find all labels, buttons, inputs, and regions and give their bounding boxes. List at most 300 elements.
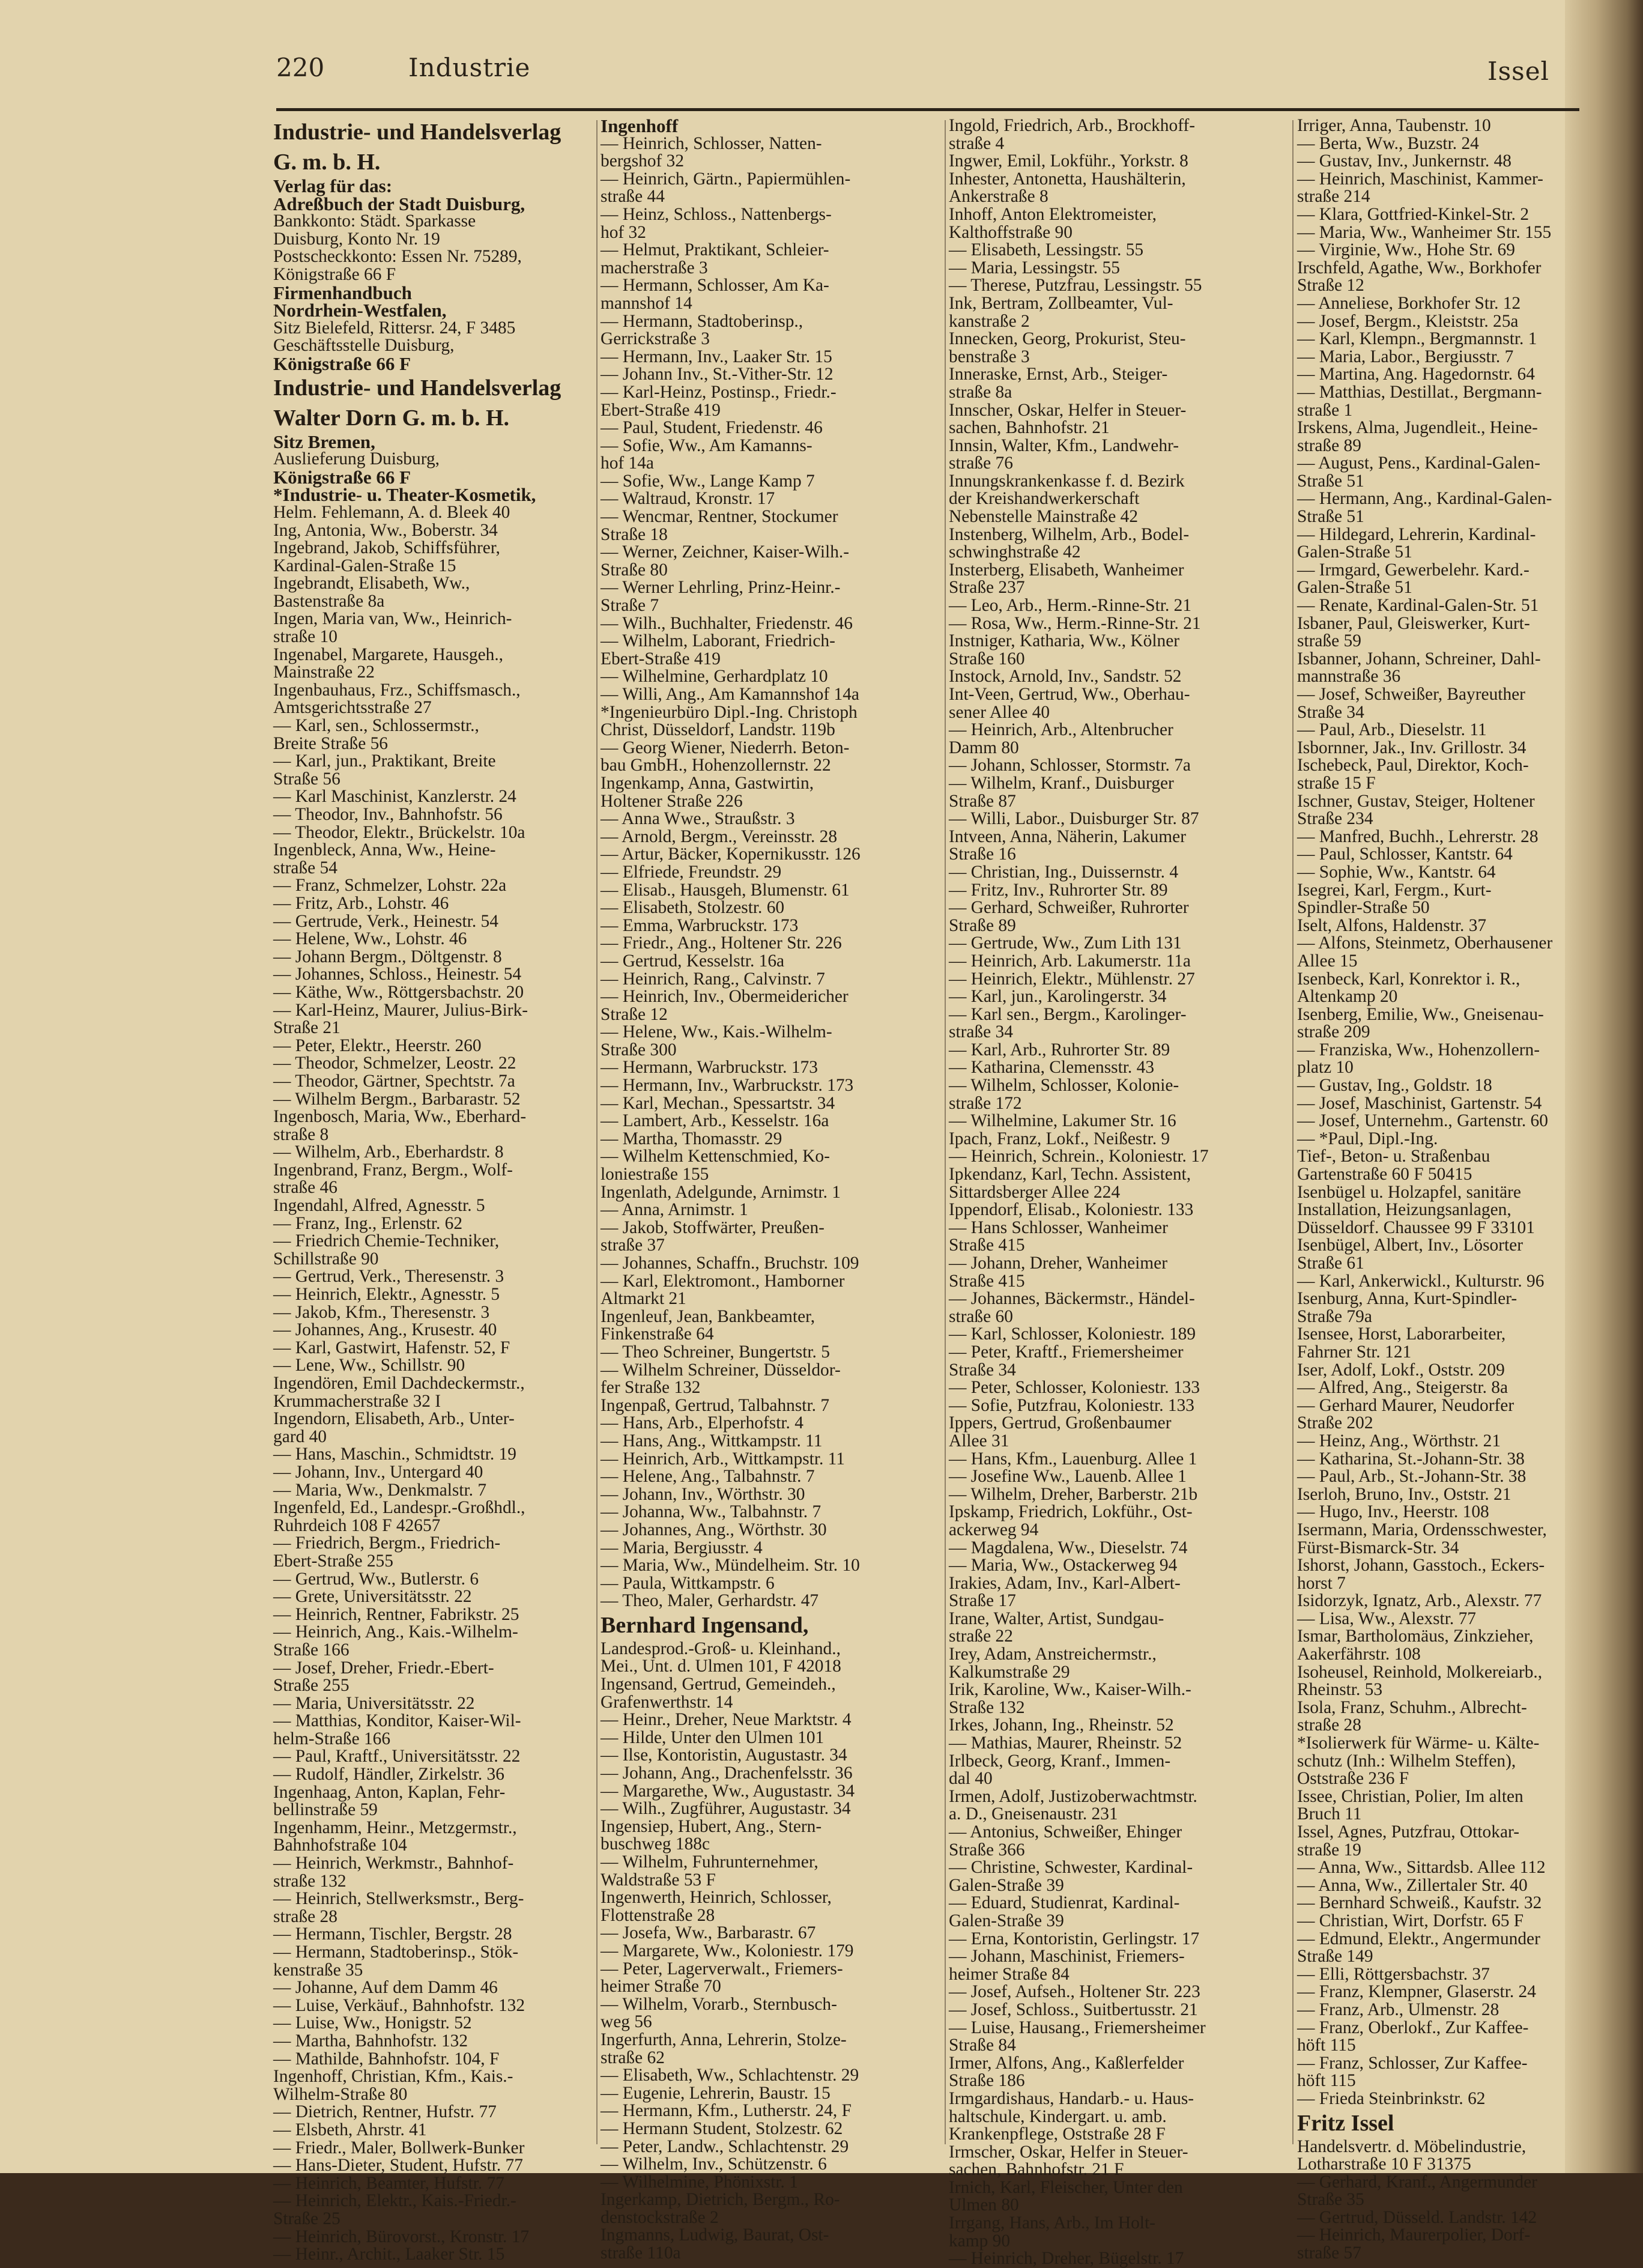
directory-entry: — Peter, Schlosser, Koloniestr. 133 bbox=[949, 1378, 1200, 1398]
directory-entry: straße 62 bbox=[601, 2048, 665, 2067]
directory-entry: — Hermann, Ang., Kardinal-Galen- bbox=[1297, 489, 1552, 509]
directory-entry: Instniger, Katharia, Ww., Kölner bbox=[949, 631, 1180, 651]
directory-entry: — Heinz, Ang., Wörthstr. 21 bbox=[1297, 1431, 1501, 1451]
directory-entry: Helm. Fehlemann, A. d. Bleek 40 bbox=[273, 502, 510, 522]
directory-entry: — Sofie, Putzfrau, Koloniestr. 133 bbox=[949, 1395, 1194, 1415]
directory-entry: — Gerhard, Kranf., Angermunder bbox=[1297, 2172, 1537, 2192]
directory-entry: — Anneliese, Borkhofer Str. 12 bbox=[1297, 293, 1521, 313]
directory-entry: ackerweg 94 bbox=[949, 1520, 1039, 1539]
directory-entry: Ishorst, Johann, Gasstoch., Eckers- bbox=[1297, 1556, 1545, 1575]
directory-entry: Straße 84 bbox=[949, 2036, 1016, 2055]
directory-entry: Ingerkamp, Dietrich, Bergm., Ro- bbox=[601, 2190, 840, 2210]
directory-entry: straße 76 bbox=[949, 453, 1013, 473]
directory-entry: — Paul, Arb., St.-Johann-Str. 38 bbox=[1297, 1467, 1527, 1487]
directory-entry: — Hugo, Inv., Heerstr. 108 bbox=[1297, 1502, 1489, 1522]
directory-entry: — Lambert, Arb., Kesselstr. 16a bbox=[601, 1111, 829, 1131]
directory-entry: — Hermann Student, Stolzestr. 62 bbox=[601, 2118, 843, 2138]
directory-entry: — Gertrude, Ww., Zum Lith 131 bbox=[949, 933, 1182, 953]
directory-entry: Straße 80 bbox=[601, 560, 668, 580]
directory-entry: dal 40 bbox=[949, 1769, 993, 1789]
directory-entry: Inhester, Antonetta, Haushälterin, bbox=[949, 169, 1186, 189]
directory-entry: — Helene, Ang., Talbahnstr. 7 bbox=[601, 1467, 815, 1487]
directory-entry: — Hermann, Tischler, Bergstr. 28 bbox=[273, 1924, 512, 1944]
directory-entry: a. D., Gneisenaustr. 231 bbox=[949, 1804, 1118, 1824]
directory-entry: — Martha, Thomasstr. 29 bbox=[601, 1129, 782, 1148]
directory-entry: — Manfred, Buchh., Lehrerstr. 28 bbox=[1297, 826, 1539, 846]
directory-entry: — Fritz, Inv., Ruhrorter Str. 89 bbox=[949, 880, 1168, 900]
directory-entry: Irey, Adam, Anstreichermstr., bbox=[949, 1645, 1157, 1664]
directory-entry: — Heinrich, Maschinist, Kammer- bbox=[1297, 169, 1543, 189]
directory-entry: Ruhrdeich 108 F 42657 bbox=[273, 1515, 441, 1535]
directory-entry: straße 57 bbox=[1297, 2243, 1361, 2263]
directory-entry: macherstraße 3 bbox=[601, 258, 708, 277]
directory-entry: Ingendahl, Alfred, Agnesstr. 5 bbox=[273, 1196, 485, 1216]
directory-entry: Allee 31 bbox=[949, 1431, 1009, 1451]
directory-entry: — Grete, Universitätsstr. 22 bbox=[273, 1587, 472, 1607]
directory-entry: — Alfons, Steinmetz, Oberhausener bbox=[1297, 933, 1553, 953]
directory-entry: mannshof 14 bbox=[601, 293, 692, 313]
directory-entry: heimer Straße 84 bbox=[949, 1964, 1070, 1984]
directory-entry: Irschfeld, Agathe, Ww., Borkhofer bbox=[1297, 258, 1542, 277]
directory-entry: — Franz, Schmelzer, Lohstr. 22a bbox=[273, 876, 507, 896]
directory-entry: — Heinr., Dreher, Neue Marktstr. 4 bbox=[601, 1710, 852, 1730]
directory-entry: Firmenhandbuch bbox=[273, 282, 412, 303]
directory-entry: Ingenhoff, Christian, Kfm., Kais.- bbox=[273, 2067, 513, 2087]
directory-entry: Fritz Issel bbox=[1297, 2110, 1394, 2136]
directory-entry: mannstraße 36 bbox=[1297, 667, 1401, 687]
directory-entry: Ipkendanz, Karl, Techn. Assistent, bbox=[949, 1165, 1191, 1184]
directory-entry: Inneraske, Ernst, Arb., Steiger- bbox=[949, 365, 1168, 384]
directory-entry: Straße 18 bbox=[601, 524, 668, 544]
directory-entry: Christ, Düsseldorf, Landstr. 119b bbox=[601, 720, 835, 740]
directory-entry: straße 54 bbox=[273, 858, 337, 878]
directory-entry: — Theo, Maler, Gerhardstr. 47 bbox=[601, 1591, 819, 1611]
directory-entry: — Karl, Klempn., Bergmannstr. 1 bbox=[1297, 329, 1537, 349]
directory-entry: Auslieferung Duisburg, bbox=[273, 449, 440, 469]
directory-entry: — Josef, Bergm., Kleiststr. 25a bbox=[1297, 311, 1519, 331]
directory-entry: — Hermann, Schlosser, Am Ka- bbox=[601, 276, 829, 296]
directory-entry: der Kreishandwerkerschaft bbox=[949, 489, 1140, 509]
directory-entry: Innscher, Oskar, Helfer in Steuer- bbox=[949, 400, 1187, 420]
directory-entry: Straße 61 bbox=[1297, 1254, 1364, 1273]
directory-entry: — Theo Schreiner, Bungertstr. 5 bbox=[601, 1342, 830, 1362]
directory-entry: — Theodor, Schmelzer, Leostr. 22 bbox=[273, 1054, 516, 1073]
directory-entry: Irskens, Alma, Jugendleit., Heine- bbox=[1297, 418, 1538, 438]
directory-entry: — Eduard, Studienrat, Kardinal- bbox=[949, 1893, 1180, 1913]
directory-entry: Galen-Straße 51 bbox=[1297, 542, 1412, 562]
directory-entry: Ingensiep, Hubert, Ang., Stern- bbox=[601, 1816, 822, 1836]
directory-entry: schutz (Inh.: Wilhelm Steffen), bbox=[1297, 1751, 1516, 1771]
directory-entry: — Paula, Wittkampstr. 6 bbox=[601, 1573, 775, 1593]
directory-entry: loniestraße 155 bbox=[601, 1165, 709, 1184]
directory-entry: Altmarkt 21 bbox=[601, 1289, 686, 1309]
directory-entry: Walter Dorn G. m. b. H. bbox=[273, 405, 510, 431]
directory-entry: Isbaner, Paul, Gleiswerker, Kurt- bbox=[1297, 613, 1530, 633]
directory-entry: Ingenbleck, Anna, Ww., Heine- bbox=[273, 840, 496, 860]
directory-entry: — Peter, Elektr., Heerstr. 260 bbox=[273, 1035, 482, 1055]
directory-entry: — Heinrich, Inv., Obermeidericher bbox=[601, 987, 849, 1007]
directory-entry: Insterberg, Elisabeth, Wanheimer bbox=[949, 560, 1184, 580]
directory-entry: straße 89 bbox=[1297, 435, 1361, 455]
directory-entry: Ingold, Friedrich, Arb., Brockhoff- bbox=[949, 116, 1196, 135]
directory-entry: fer Straße 132 bbox=[601, 1378, 701, 1398]
directory-entry: gard 40 bbox=[273, 1427, 327, 1446]
directory-entry: — Josef, Aufseh., Holtener Str. 223 bbox=[949, 1982, 1200, 2002]
directory-entry: Ebert-Straße 419 bbox=[601, 400, 721, 420]
directory-entry: Ingenbauhaus, Frz., Schiffsmasch., bbox=[273, 680, 521, 700]
directory-entry: Spindler-Straße 50 bbox=[1297, 898, 1430, 918]
directory-entry: Ulmen 80 bbox=[949, 2195, 1019, 2215]
directory-entry: straße 37 bbox=[601, 1236, 665, 1255]
directory-entry: Straße 87 bbox=[949, 791, 1016, 811]
directory-entry: — Frieda Steinbrinkstr. 62 bbox=[1297, 2088, 1486, 2108]
directory-entry: Installation, Heizungsanlagen, bbox=[1297, 1200, 1511, 1220]
directory-entry: — Maria, Ww., Ostackerweg 94 bbox=[949, 1556, 1178, 1575]
directory-entry: — Josef, Schweißer, Bayreuther bbox=[1297, 685, 1525, 704]
directory-entry: — Hans, Arb., Elperhofstr. 4 bbox=[601, 1413, 803, 1433]
directory-entry: — Sophie, Ww., Kantstr. 64 bbox=[1297, 862, 1496, 882]
directory-entry: straße 59 bbox=[1297, 631, 1361, 651]
directory-entry: — Heinz, Schloss., Nattenbergs- bbox=[601, 204, 832, 224]
directory-entry: Instenberg, Wilhelm, Arb., Bodel- bbox=[949, 524, 1190, 544]
directory-entry: Straße 89 bbox=[949, 915, 1016, 935]
directory-entry: — Wilhelmine, Lakumer Str. 16 bbox=[949, 1111, 1176, 1131]
directory-entry: — Karl, jun., Karolingerstr. 34 bbox=[949, 987, 1167, 1007]
directory-entry: — Käthe, Ww., Röttgersbachstr. 20 bbox=[273, 982, 524, 1002]
directory-entry: — Heinrich, Gärtn., Papiermühlen- bbox=[601, 169, 851, 189]
directory-entry: — Heinrich, Rentner, Fabrikstr. 25 bbox=[273, 1604, 519, 1624]
directory-entry: Kalthoffstraße 90 bbox=[949, 222, 1073, 242]
directory-entry: — Maria, Ww., Mündelheim. Str. 10 bbox=[601, 1556, 860, 1575]
directory-entry: — Johannes, Ang., Krusestr. 40 bbox=[273, 1320, 497, 1340]
directory-entry: — *Paul, Dipl.-Ing. bbox=[1297, 1129, 1438, 1148]
directory-entry: — Wilhelm, Laborant, Friedrich- bbox=[601, 631, 835, 651]
directory-entry: Irmer, Alfons, Ang., Kaßlerfelder bbox=[949, 2053, 1184, 2073]
directory-entry: straße 28 bbox=[1297, 1715, 1361, 1735]
directory-entry: Irmscher, Oskar, Helfer in Steuer- bbox=[949, 2142, 1188, 2162]
directory-entry: *Isolierwerk für Wärme- u. Kälte- bbox=[1297, 1733, 1540, 1753]
directory-entry: Ingmanns, Ludwig, Baurat, Ost- bbox=[601, 2225, 829, 2245]
directory-entry: straße 172 bbox=[949, 1093, 1022, 1113]
directory-entry: Straße 415 bbox=[949, 1236, 1025, 1255]
directory-entry: — Heinrich, Dreher, Bügelstr. 17 bbox=[949, 2249, 1184, 2268]
directory-entry: Irnich, Karl, Fleischer, Unter den bbox=[949, 2177, 1183, 2197]
directory-entry: Straße 160 bbox=[949, 649, 1025, 669]
directory-entry: Iselt, Alfons, Haldenstr. 37 bbox=[1297, 915, 1487, 935]
directory-entry: Straße 25 bbox=[273, 2209, 340, 2228]
directory-entry: Isidorzyk, Ignatz, Arb., Alexstr. 77 bbox=[1297, 1591, 1542, 1611]
header-rule bbox=[276, 108, 1579, 111]
directory-entry: — Elli, Röttgersbachstr. 37 bbox=[1297, 1964, 1490, 1984]
directory-entry: straße 34 bbox=[949, 1022, 1013, 1042]
directory-entry: Ingwer, Emil, Lokführ., Yorkstr. 8 bbox=[949, 151, 1188, 171]
directory-entry: Galen-Straße 51 bbox=[1297, 578, 1412, 598]
directory-entry: Ipach, Franz, Lokf., Neißestr. 9 bbox=[949, 1129, 1170, 1148]
directory-entry: Fahrner Str. 121 bbox=[1297, 1342, 1412, 1362]
directory-entry: straße 15 F bbox=[1297, 773, 1376, 793]
directory-entry: — Luise, Hausang., Friemersheimer bbox=[949, 2018, 1206, 2037]
directory-entry: — Karl, Schlosser, Koloniestr. 189 bbox=[949, 1324, 1196, 1344]
directory-entry: Straße 300 bbox=[601, 1040, 677, 1060]
directory-entry: Ingenbrand, Franz, Bergm., Wolf- bbox=[273, 1160, 513, 1180]
directory-entry: heimer Straße 70 bbox=[601, 1977, 721, 1997]
directory-entry: — Leo, Arb., Herm.-Rinne-Str. 21 bbox=[949, 596, 1192, 616]
directory-entry: — Wilh., Buchhalter, Friedenstr. 46 bbox=[601, 613, 853, 633]
directory-entry: Straße 16 bbox=[949, 844, 1016, 864]
directory-entry: Oststraße 236 F bbox=[1297, 1769, 1409, 1789]
directory-entry: Ischner, Gustav, Steiger, Holtener bbox=[1297, 791, 1535, 811]
directory-entry: Ingendören, Emil Dachdeckermstr., bbox=[273, 1374, 525, 1393]
directory-entry: — Christine, Schwester, Kardinal- bbox=[949, 1858, 1193, 1878]
directory-entry: — Heinrich, Ang., Kais.-Wilhelm- bbox=[273, 1622, 518, 1642]
directory-entry: — Johann, Maschinist, Friemers- bbox=[949, 1947, 1185, 1966]
directory-entry: — Josef, Unternehm., Gartenstr. 60 bbox=[1297, 1111, 1548, 1131]
directory-entry: — Margarete, Ww., Koloniestr. 179 bbox=[601, 1941, 854, 1960]
directory-entry: — Hans, Maschin., Schmidtstr. 19 bbox=[273, 1445, 516, 1464]
directory-entry: — Josef, Maschinist, Gartenstr. 54 bbox=[1297, 1093, 1542, 1113]
directory-entry: bergshof 32 bbox=[601, 151, 685, 171]
section-title: Industrie bbox=[408, 53, 531, 82]
directory-entry: Straße 234 bbox=[1297, 809, 1373, 829]
directory-entry: Sitz Bremen, bbox=[273, 431, 375, 452]
directory-entry: Breite Straße 56 bbox=[273, 733, 388, 753]
directory-entry: Isbanner, Johann, Schreiner, Dahl- bbox=[1297, 649, 1541, 669]
directory-entry: — Johannes, Ang., Wörthstr. 30 bbox=[601, 1520, 827, 1539]
directory-entry: Allee 15 bbox=[1297, 951, 1358, 971]
directory-entry: — Erna, Kontoristin, Gerlingstr. 17 bbox=[949, 1929, 1200, 1948]
directory-entry: — Waltraud, Kronstr. 17 bbox=[601, 489, 775, 509]
directory-entry: Bernhard Ingensand, bbox=[601, 1612, 809, 1638]
directory-entry: — Johann Bergm., Döltgenstr. 8 bbox=[273, 947, 502, 966]
directory-entry: Issee, Christian, Polier, Im alten bbox=[1297, 1786, 1523, 1806]
directory-entry: Gartenstraße 60 F 50415 bbox=[1297, 1165, 1472, 1184]
directory-entry: — Franz, Schlosser, Zur Kaffee- bbox=[1297, 2053, 1528, 2073]
directory-entry: — Maria, Ww., Denkmalstr. 7 bbox=[273, 1480, 487, 1500]
directory-entry: — Dietrich, Rentner, Hufstr. 77 bbox=[273, 2102, 497, 2122]
directory-entry: — Berta, Ww., Buzstr. 24 bbox=[1297, 133, 1479, 153]
directory-entry: Ingensand, Gertrud, Gemeindeh., bbox=[601, 1675, 836, 1694]
directory-entry: Bruch 11 bbox=[1297, 1804, 1362, 1824]
directory-entry: Isermann, Maria, Ordensschwester, bbox=[1297, 1520, 1547, 1539]
directory-entry: — Wilhelm, Inv., Schützenstr. 6 bbox=[601, 2154, 827, 2174]
directory-entry: Straße 21 bbox=[273, 1018, 340, 1038]
directory-column-4 bbox=[1297, 116, 1597, 2263]
directory-entry: — Josefa, Ww., Barbarastr. 67 bbox=[601, 1923, 816, 1943]
directory-entry: — Johannes, Bäckermstr., Händel- bbox=[949, 1289, 1195, 1309]
directory-entry: Gerrickstraße 3 bbox=[601, 329, 710, 349]
directory-column-2 bbox=[601, 115, 937, 2263]
directory-entry: — Franziska, Ww., Hohenzollern- bbox=[1297, 1040, 1540, 1060]
directory-entry: Isenberg, Emilie, Ww., Gneisenau- bbox=[1297, 1004, 1544, 1024]
directory-entry: Straße 12 bbox=[601, 1004, 668, 1024]
directory-entry: — Emma, Warbruckstr. 173 bbox=[601, 915, 799, 935]
directory-entry: — Karl, Mechan., Spessartstr. 34 bbox=[601, 1093, 835, 1113]
directory-entry: Kalkumstraße 29 bbox=[949, 1662, 1070, 1682]
directory-entry: — Rudolf, Händler, Zirkelstr. 36 bbox=[273, 1765, 504, 1784]
directory-entry: — Gustav, Inv., Junkernstr. 48 bbox=[1297, 151, 1512, 171]
directory-entry: Straße 79a bbox=[1297, 1306, 1372, 1326]
directory-entry: Ingenlath, Adelgunde, Arnimstr. 1 bbox=[601, 1182, 841, 1202]
directory-entry: Waldstraße 53 F bbox=[601, 1870, 716, 1890]
directory-entry: Irmgardishaus, Handarb.- u. Haus- bbox=[949, 2088, 1194, 2108]
directory-entry: Grafenwerthstr. 14 bbox=[601, 1692, 733, 1712]
directory-entry: — Gustav, Ing., Goldstr. 18 bbox=[1297, 1076, 1492, 1096]
directory-entry: Duisburg, Konto Nr. 19 bbox=[273, 229, 440, 249]
directory-entry: — Hans, Ang., Wittkampstr. 11 bbox=[601, 1431, 823, 1451]
directory-entry: — Heinrich, Schlosser, Natten- bbox=[601, 133, 822, 153]
directory-entry: Straße 17 bbox=[949, 1591, 1016, 1611]
directory-entry: — Gertrud, Düsseld. Landstr. 142 bbox=[1297, 2207, 1537, 2227]
directory-entry: straße 28 bbox=[273, 1906, 337, 1926]
directory-entry: — Franz, Ing., Erlenstr. 62 bbox=[273, 1213, 463, 1233]
directory-entry: — Werner, Zeichner, Kaiser-Wilh.- bbox=[601, 542, 850, 562]
directory-entry: sachen, Bahnhofstr. 21 bbox=[949, 418, 1110, 438]
directory-entry: — Josef, Dreher, Friedr.-Ebert- bbox=[273, 1658, 494, 1678]
directory-entry: Int-Veen, Gertrud, Ww., Oberhau- bbox=[949, 685, 1190, 704]
directory-entry: — Theodor, Inv., Bahnhofstr. 56 bbox=[273, 805, 503, 824]
directory-entry: — Maria, Lessingstr. 55 bbox=[949, 258, 1120, 277]
directory-entry: Isbornner, Jak., Inv. Grillostr. 34 bbox=[1297, 738, 1527, 757]
directory-entry: Ing, Antonia, Ww., Boberstr. 34 bbox=[273, 520, 498, 540]
directory-entry: Straße 186 bbox=[949, 2071, 1025, 2091]
directory-entry: Isegrei, Karl, Fergm., Kurt- bbox=[1297, 880, 1492, 900]
directory-entry: Schillstraße 90 bbox=[273, 1249, 379, 1269]
directory-entry: höft 115 bbox=[1297, 2036, 1356, 2055]
directory-entry: — Christian, Ing., Duissernstr. 4 bbox=[949, 862, 1179, 882]
directory-entry: *Ingenieurbüro Dipl.-Ing. Christoph bbox=[601, 702, 858, 722]
directory-entry: — Wilhelmine, Phönixstr. 1 bbox=[601, 2172, 798, 2192]
directory-entry: Straße 132 bbox=[949, 1697, 1025, 1717]
directory-entry: — Karl, sen., Schlossermstr., bbox=[273, 716, 479, 736]
directory-entry: — Josef, Schloss., Suitbertusstr. 21 bbox=[949, 2000, 1198, 2019]
directory-entry: — Helmut, Praktikant, Schleier- bbox=[601, 240, 829, 260]
directory-entry: — Johann, Schlosser, Stormstr. 7a bbox=[949, 756, 1191, 775]
directory-entry: buschweg 188c bbox=[601, 1834, 710, 1854]
directory-entry: — Josefine Ww., Lauenb. Allee 1 bbox=[949, 1467, 1187, 1487]
directory-entry: — Gertrude, Verk., Heinestr. 54 bbox=[273, 911, 498, 931]
directory-entry: Ingerfurth, Anna, Lehrerin, Stolze- bbox=[601, 2030, 847, 2049]
directory-entry: Nebenstelle Mainstraße 42 bbox=[949, 507, 1139, 527]
running-head: Issel bbox=[1487, 56, 1549, 86]
directory-entry: sachen, Bahnhofstr. 21 F bbox=[949, 2160, 1124, 2180]
directory-entry: platz 10 bbox=[1297, 1058, 1354, 1078]
directory-entry: straße 1 bbox=[1297, 400, 1353, 420]
directory-entry: — Helene, Ww., Lohstr. 46 bbox=[273, 929, 467, 949]
directory-entry: — Helene, Ww., Kais.-Wilhelm- bbox=[601, 1022, 832, 1042]
directory-entry: — Hermann, Inv., Laaker Str. 15 bbox=[601, 347, 832, 366]
directory-entry: Ischebeck, Paul, Direktor, Koch- bbox=[1297, 756, 1529, 775]
directory-entry: Ingebrandt, Elisabeth, Ww., bbox=[273, 574, 470, 593]
directory-entry: Ingebrand, Jakob, Schiffsführer, bbox=[273, 538, 500, 558]
directory-entry: — Friedrich, Bergm., Friedrich- bbox=[273, 1533, 501, 1553]
directory-entry: Ingenkamp, Anna, Gastwirtin, bbox=[601, 773, 814, 793]
directory-entry: — Johann, Inv., Untergard 40 bbox=[273, 1462, 483, 1482]
directory-entry: Ingenhaag, Anton, Kaplan, Fehr- bbox=[273, 1782, 506, 1802]
directory-entry: — Johannes, Schaffn., Bruchstr. 109 bbox=[601, 1254, 859, 1273]
directory-entry: Handelsvertr. d. Möbelindustrie, bbox=[1297, 2136, 1527, 2156]
directory-entry: bellinstraße 59 bbox=[273, 1800, 378, 1820]
directory-entry: Ink, Bertram, Zollbeamter, Vul- bbox=[949, 293, 1173, 313]
directory-entry: — Paul, Schlosser, Kantstr. 64 bbox=[1297, 844, 1513, 864]
directory-column-1 bbox=[273, 117, 610, 2264]
directory-entry: — Heinrich, Maurerpolier, Dorf- bbox=[1297, 2225, 1531, 2245]
directory-entry: Aakerfährstr. 108 bbox=[1297, 1645, 1421, 1664]
directory-entry: Königstraße 66 F bbox=[273, 466, 411, 488]
directory-entry: Sitz Bielefeld, Rittersr. 24, F 3485 bbox=[273, 318, 516, 338]
directory-entry: kenstraße 35 bbox=[273, 1960, 363, 1980]
directory-entry: — Mathias, Maurer, Rheinstr. 52 bbox=[949, 1733, 1182, 1753]
directory-entry: — Elfriede, Freundstr. 29 bbox=[601, 862, 782, 882]
directory-entry: — Wilhelm Bergm., Barbarastr. 52 bbox=[273, 1089, 521, 1109]
directory-entry: — Wilhelm, Fuhrunternehmer, bbox=[601, 1852, 818, 1872]
directory-entry: Ebert-Straße 255 bbox=[273, 1551, 393, 1571]
directory-entry: Wilhelm-Straße 80 bbox=[273, 2084, 408, 2104]
directory-entry: Galen-Straße 39 bbox=[949, 1911, 1064, 1930]
directory-entry: — Maria, Ww., Wanheimer Str. 155 bbox=[1297, 222, 1552, 242]
directory-entry: — Gerhard Maurer, Neudorfer bbox=[1297, 1395, 1514, 1415]
directory-entry: — Wilhelm, Vorarb., Sternbusch- bbox=[601, 1994, 837, 2014]
directory-entry: — Jakob, Stoffwärter, Preußen- bbox=[601, 1217, 825, 1237]
directory-entry: — Hermann, Stadtoberinsp., Stök- bbox=[273, 1942, 519, 1962]
directory-entry: Amtsgerichtsstraße 27 bbox=[273, 698, 432, 718]
directory-entry: — Ilse, Kontoristin, Augustastr. 34 bbox=[601, 1745, 847, 1765]
directory-entry: — Lisa, Ww., Alexstr. 77 bbox=[1297, 1609, 1476, 1628]
directory-entry: Straße 149 bbox=[1297, 1947, 1373, 1966]
directory-entry: — Heinrich, Arb. Lakumerstr. 11a bbox=[949, 951, 1191, 971]
directory-entry: Straße 415 bbox=[949, 1271, 1025, 1291]
directory-entry: — Antonius, Schweißer, Ehinger bbox=[949, 1822, 1182, 1842]
directory-entry: — Katharina, St.-Johann-Str. 38 bbox=[1297, 1449, 1525, 1469]
directory-entry: — Hans, Kfm., Lauenburg. Allee 1 bbox=[949, 1449, 1197, 1469]
directory-entry: — Theodor, Elektr., Brückelstr. 10a bbox=[273, 822, 525, 842]
directory-entry: straße 46 bbox=[273, 1178, 337, 1198]
directory-entry: haltschule, Kindergart. u. amb. bbox=[949, 2106, 1167, 2126]
directory-entry: — Anna, Arnimstr. 1 bbox=[601, 1200, 748, 1220]
directory-entry: straße 22 bbox=[949, 1627, 1013, 1646]
directory-entry: — Anna, Ww., Zillertaler Str. 40 bbox=[1297, 1875, 1528, 1895]
directory-entry: — Elsbeth, Ahrstr. 41 bbox=[273, 2120, 427, 2139]
column-divider bbox=[1292, 120, 1294, 2144]
directory-entry: — Hermann, Stadtoberinsp., bbox=[601, 311, 803, 331]
directory-entry: Ipskamp, Friedrich, Lokführ., Ost- bbox=[949, 1502, 1193, 1522]
directory-entry: straße 110a bbox=[601, 2243, 681, 2263]
directory-entry: — Alfred, Ang., Steigerstr. 8a bbox=[1297, 1378, 1508, 1398]
directory-entry: Königstraße 66 F bbox=[273, 353, 411, 374]
directory-entry: Straße 366 bbox=[949, 1840, 1025, 1860]
directory-entry: — Hermann, Warbruckstr. 173 bbox=[601, 1058, 818, 1078]
directory-entry: *Industrie- u. Theater-Kosmetik, bbox=[273, 484, 536, 506]
directory-entry: — Artur, Bäcker, Kopernikusstr. 126 bbox=[601, 844, 861, 864]
directory-entry: — Paul, Kraftf., Universitätsstr. 22 bbox=[273, 1747, 521, 1766]
directory-entry: — Gertrud, Ww., Butlerstr. 6 bbox=[273, 1569, 479, 1589]
directory-entry: straße 10 bbox=[273, 627, 337, 647]
directory-entry: — Martha, Bahnhofstr. 132 bbox=[273, 2031, 468, 2051]
directory-entry: — Peter, Lagerverwalt., Friemers- bbox=[601, 1959, 843, 1978]
directory-entry: — Paul, Student, Friedenstr. 46 bbox=[601, 418, 823, 438]
directory-entry: — Wilhelm, Kranf., Duisburger bbox=[949, 773, 1174, 793]
directory-column-3 bbox=[949, 116, 1285, 2268]
directory-entry: — Arnold, Bergm., Vereinsstr. 28 bbox=[601, 826, 838, 846]
directory-entry: Damm 80 bbox=[949, 738, 1019, 757]
directory-entry: — Renate, Kardinal-Galen-Str. 51 bbox=[1297, 596, 1539, 616]
directory-entry: — Matthias, Konditor, Kaiser-Wil- bbox=[273, 1711, 521, 1731]
directory-entry: Bastenstraße 8a bbox=[273, 591, 385, 611]
directory-entry: — Franz, Oberlokf., Zur Kaffee- bbox=[1297, 2018, 1529, 2037]
directory-entry: — Hermann, Inv., Warbruckstr. 173 bbox=[601, 1076, 854, 1096]
directory-entry: Isenbügel u. Holzapfel, sanitäre bbox=[1297, 1182, 1521, 1202]
directory-entry: Flottenstraße 28 bbox=[601, 1905, 715, 1925]
directory-entry: — Eugenie, Lehrerin, Baustr. 15 bbox=[601, 2083, 831, 2103]
